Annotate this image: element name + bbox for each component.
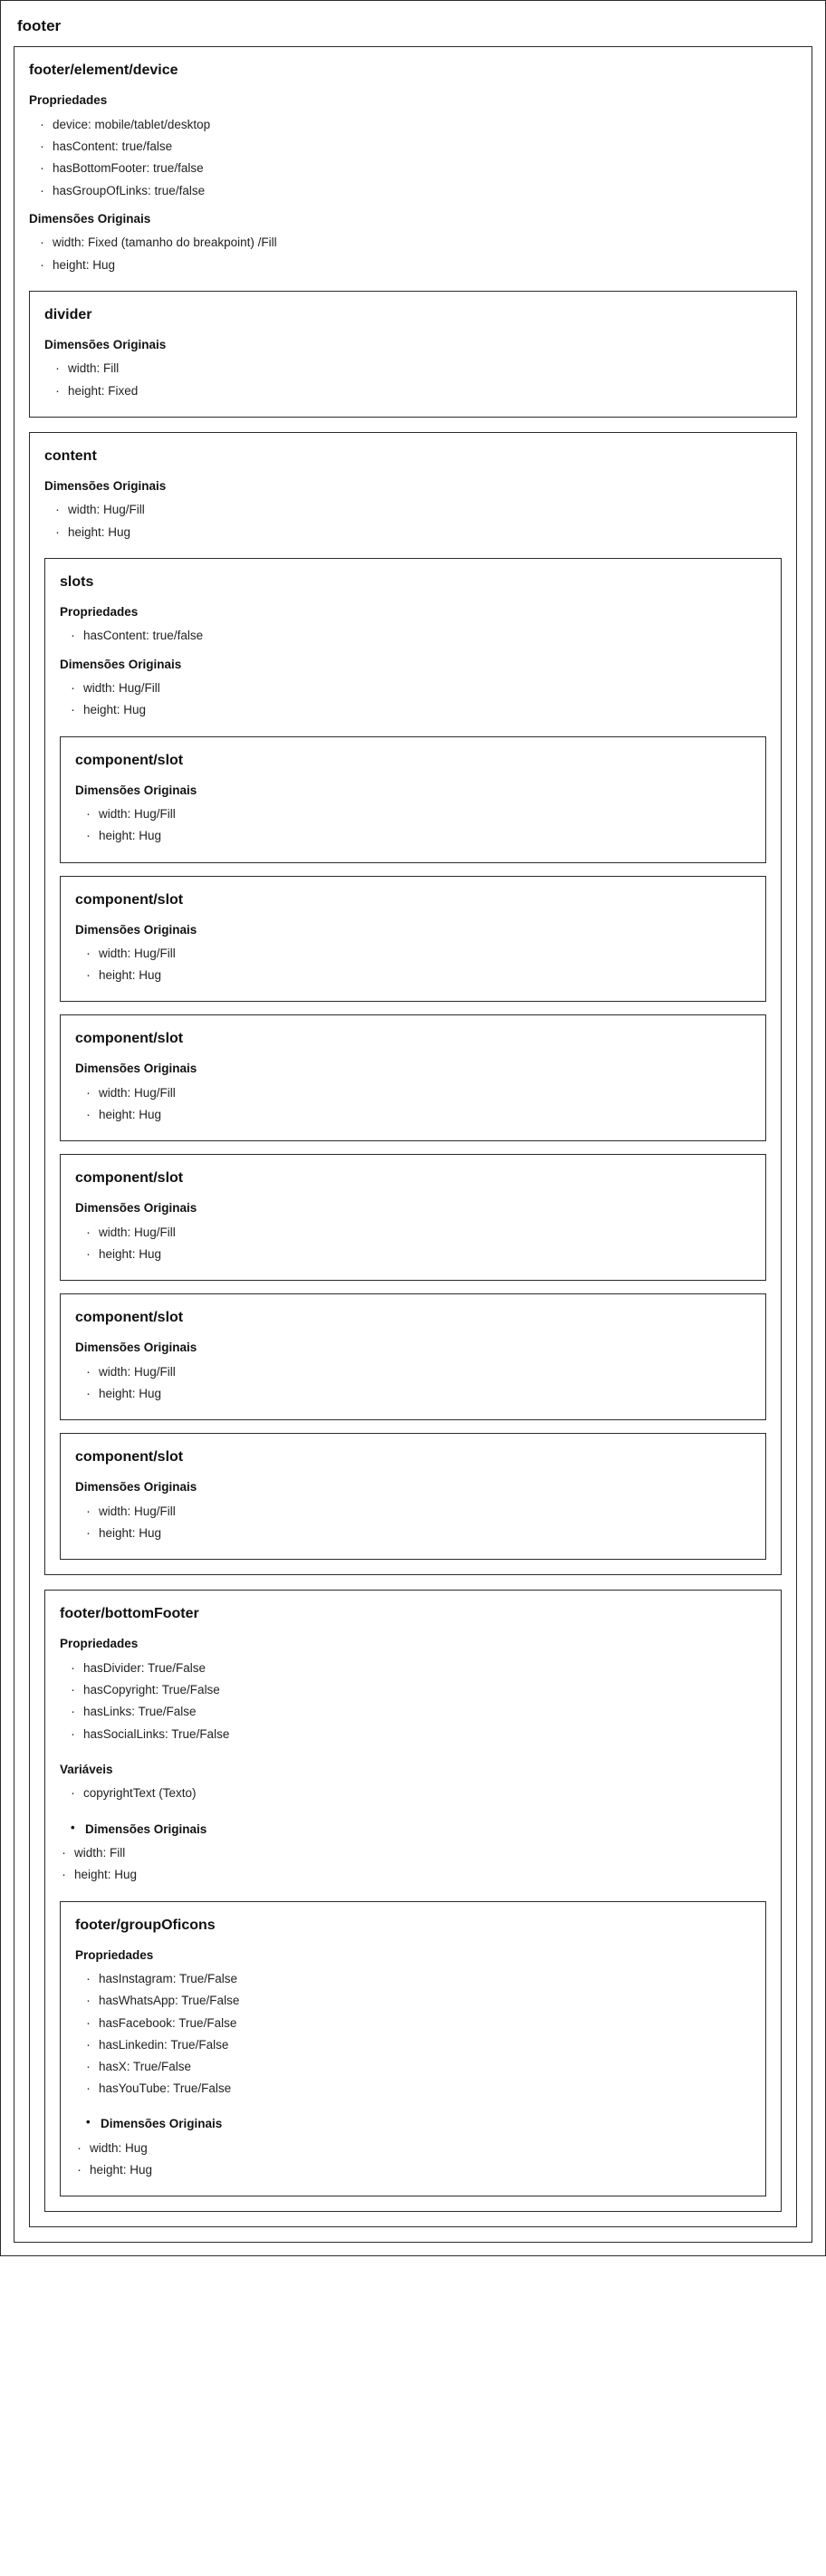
bottomfooter-variables-list: [60, 1783, 766, 1804]
slots-dimensions-label: Dimensões Originais: [60, 657, 182, 671]
bottomfooter-dimensions-label: • Dimensões Originais: [69, 1821, 766, 1838]
bottomfooter-properties-list: [60, 1658, 766, 1745]
component-slot-box: [60, 1433, 766, 1560]
component-slot-title: component/slot: [75, 891, 184, 908]
component-slot-dimensions-list: [75, 1222, 751, 1265]
list-item: · width: Hug/Fill: [69, 678, 766, 699]
component-slot-dimensions-label: Dimensões Originais: [75, 1480, 197, 1495]
footer-groupoficons-title: footer/groupOficons: [75, 1917, 216, 1933]
groupoficons-properties-list: [75, 1968, 751, 2100]
list-item: · height: Hug: [84, 1244, 751, 1265]
component-slot-title: component/slot: [75, 752, 184, 768]
list-item: · device: mobile/tablet/desktop: [38, 114, 797, 136]
list-item: · width: Fill: [53, 358, 782, 380]
component-slot-dimensions-label: Dimensões Originais: [75, 783, 197, 797]
footer-bottomfooter-box: [44, 1590, 782, 2212]
component-slot-dimensions-list: [75, 1361, 751, 1405]
list-item: · hasFacebook: True/False: [84, 2013, 751, 2034]
component-slot-dimensions-label: Dimensões Originais: [75, 1062, 197, 1076]
list-item: · hasInstagram: True/False: [84, 1968, 751, 1990]
component-slot-dimensions-label: Dimensões Originais: [75, 922, 197, 937]
list-item: · copyrightText (Texto): [69, 1783, 766, 1804]
list-item: · height: Hug: [75, 2159, 751, 2181]
component-slot-box: [60, 1154, 766, 1281]
list-item: · height: Hug: [84, 1523, 751, 1544]
component-slot-dimensions-list: [75, 1501, 751, 1544]
list-item: · width: Fill: [60, 1842, 766, 1864]
content-dimensions-label: Dimensões Originais: [44, 478, 167, 493]
list-item: · hasSocialLinks: True/False: [69, 1724, 766, 1745]
list-item: · height: Hug: [69, 699, 766, 721]
groupoficons-properties-label: Propriedades: [75, 1947, 154, 1962]
slots-dimensions-list: [60, 678, 766, 721]
component-slot-box: [60, 736, 766, 863]
footer-groupoficons-box: [60, 1901, 766, 2197]
list-item: · height: Hug: [60, 1864, 766, 1886]
list-item: · height: Hug: [84, 1104, 751, 1126]
list-item: · height: Hug: [84, 1383, 751, 1405]
list-item: · hasContent: true/false: [69, 625, 766, 647]
list-item: · width: Hug/Fill: [84, 1082, 751, 1104]
slots-wrapper: [44, 558, 782, 1576]
list-item: · height: Hug: [84, 965, 751, 986]
list-item: · height: Fixed: [53, 380, 782, 402]
divider-box: [29, 291, 797, 418]
page-title: footer: [17, 17, 62, 34]
component-slot-title: component/slot: [75, 1310, 184, 1326]
content-wrapper: [29, 432, 797, 2228]
list-item: · hasLinks: True/False: [69, 1701, 766, 1723]
component-slot-title: component/slot: [75, 1170, 184, 1187]
footer-element-device-title: footer/element/device: [29, 62, 178, 79]
bottomfooter-dimensions-list: [60, 1842, 766, 1886]
device-properties-label: Propriedades: [29, 93, 108, 108]
content-box: [29, 432, 797, 2228]
component-slot-box: [60, 876, 766, 1003]
list-item: · hasContent: true/false: [38, 136, 797, 158]
list-item: · width: Hug: [75, 2138, 751, 2159]
device-dimensions-list: [29, 232, 797, 275]
component-slot-box: [60, 1293, 766, 1420]
list-item: · hasX: True/False: [84, 2056, 751, 2078]
list-item: · width: Hug/Fill: [53, 499, 782, 521]
component-slot-title: component/slot: [75, 1449, 184, 1466]
bottomfooter-variables-label: Variáveis: [60, 1762, 113, 1776]
content-dimensions-list: [44, 499, 782, 543]
divider-dimensions-list: [44, 358, 782, 401]
content-title: content: [44, 447, 97, 464]
list-item: · height: Hug: [84, 825, 751, 847]
list-item: · hasDivider: True/False: [69, 1658, 766, 1679]
slots-box: [44, 558, 782, 1576]
component-slot-title: component/slot: [75, 1031, 184, 1047]
footer-bottomfooter-title: footer/bottomFooter: [60, 1606, 199, 1622]
component-slot-dimensions-list: [75, 943, 751, 986]
list-item: · height: Hug: [53, 522, 782, 543]
footer-element-device-box: [14, 46, 812, 2243]
divider-wrapper: [29, 291, 797, 418]
list-item: · width: Hug/Fill: [84, 943, 751, 965]
list-item: · width: Hug/Fill: [84, 803, 751, 825]
divider-title: divider: [44, 306, 92, 322]
group-of-icons-wrapper: [60, 1901, 766, 2197]
list-item: · width: Hug/Fill: [84, 1501, 751, 1523]
list-item: · hasCopyright: True/False: [69, 1679, 766, 1701]
list-item: · hasYouTube: True/False: [84, 2078, 751, 2100]
list-item: · hasGroupOfLinks: true/false: [38, 180, 797, 202]
list-item: · hasWhatsApp: True/False: [84, 1990, 751, 2012]
bottomfooter-properties-label: Propriedades: [60, 1637, 139, 1651]
list-item: · height: Hug: [38, 255, 797, 276]
device-properties-list: [29, 114, 797, 202]
component-slot-dimensions-label: Dimensões Originais: [75, 1201, 197, 1216]
groupoficons-dimensions-label: • Dimensões Originais: [84, 2116, 751, 2132]
slot-items-wrapper: [60, 736, 766, 1561]
component-slot-dimensions-list: [75, 803, 751, 847]
list-item: · width: Hug/Fill: [84, 1361, 751, 1383]
divider-dimensions-label: Dimensões Originais: [44, 337, 167, 351]
component-slot-dimensions-label: Dimensões Originais: [75, 1341, 197, 1355]
groupoficons-dimensions-list: [75, 2138, 751, 2181]
list-item: · width: Hug/Fill: [84, 1222, 751, 1244]
list-item: · hasLinkedin: True/False: [84, 2034, 751, 2056]
slots-properties-label: Propriedades: [60, 604, 139, 619]
component-slot-dimensions-list: [75, 1082, 751, 1126]
bottom-footer-wrapper: [44, 1590, 782, 2212]
slots-properties-list: [60, 625, 766, 647]
device-dimensions-label: Dimensões Originais: [29, 211, 151, 226]
list-item: · hasBottomFooter: true/false: [38, 158, 797, 179]
component-slot-box: [60, 1014, 766, 1141]
slots-title: slots: [60, 573, 94, 590]
list-item: · width: Fixed (tamanho do breakpoint) /Fill: [38, 232, 797, 254]
